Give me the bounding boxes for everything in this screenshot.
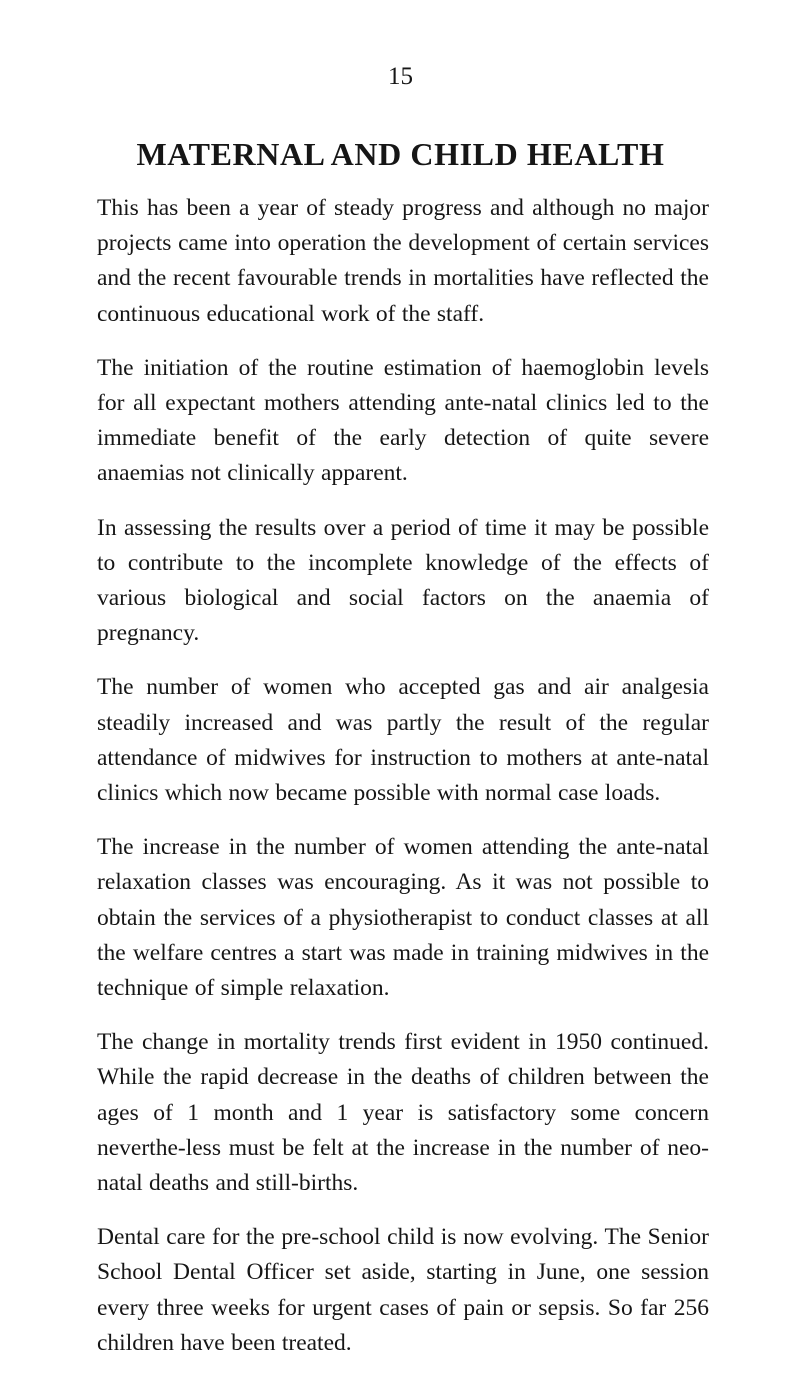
paragraph-analgesia: The number of women who accepted gas and air analgesia steadily increased and was partly the result of the regular attendance of midwives for instruction to mothers at ante-natal clinics which now became possible with normal case loads. [97, 674, 709, 807]
paragraph-progress: This has been a year of steady progress and although no major projects came into operation the development of certain services and the recent favourable trends in mortalities have reflected the continuous educational work of the staff. [97, 195, 709, 327]
paragraph-dental: Dental care for the pre-school child is now evolving. The Senior School Dental Officer set aside, starting in June, one session every three weeks for urgent cases of pain or sepsis. So far 256 children have been treated. [97, 1224, 709, 1356]
paragraph-anaemia: In assessing the results over a period of time it may be possible to contribute to the incomplete knowledge of the effects of various biological and social factors on the anaemia of pregnancy. [97, 514, 709, 647]
paragraph-mortality: The change in mortality trends first evident in 1950 continued. While the rapid decrease in the deaths of children between the ages of 1 month and 1 year is satisfactory some concern neverthe-less must be felt at the increase in the number of neo-natal deaths and still-births. [97, 1029, 709, 1197]
page-number: 15 [388, 63, 413, 90]
page-title: MATERNAL AND CHILD HEALTH [136, 136, 665, 172]
paragraph-relaxation: The increase in the number of women attending the ante-natal relaxation classes was encouraging. As it was not possible to obtain the services of a physiotherapist to conduct classes at all the welfare centres a start was made in training midwives in the technique of simple relaxation. [97, 834, 709, 1002]
paragraph-haemoglobin: The initiation of the routine estimation of haemoglobin levels for all expectant mothers attending ante-natal clinics led to the immediate benefit of the early detection of quite severe anaemias not clinically apparent. [97, 354, 709, 487]
body-text [97, 191, 709, 1380]
